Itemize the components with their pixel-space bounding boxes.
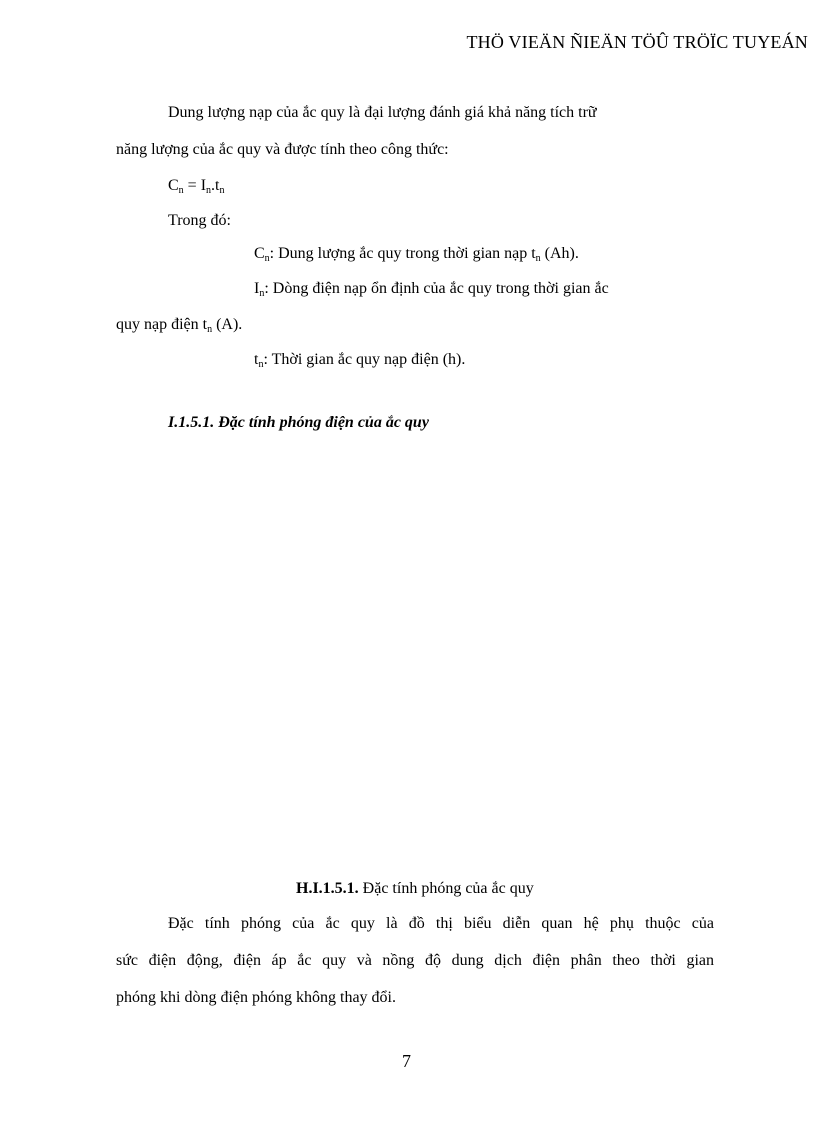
running-header: THÖ VIEÄN ÑIEÄN TÖÛ TRÖÏC TUYEÁN [466,32,808,52]
definition-tn [254,350,465,370]
def-tail: (Ah). [540,245,579,262]
where-label: Trong đó: [168,212,231,229]
def-sub: n [207,324,213,335]
body-line-2: sức điện động, điện áp ắc quy và nồng độ dung dịch điện phân theo thời gian [116,952,714,969]
definition-in-cont [116,315,242,335]
def-text: quy nạp điện t [116,316,208,333]
formula-sub: n [178,185,184,196]
def-symbol: I [254,280,260,297]
formula-eq: = I [183,177,207,194]
formula-sub: n [206,185,212,196]
definition-cn [254,244,579,264]
def-sub: n [535,253,541,264]
figure-caption [296,880,534,898]
figure-label: H.I.1.5.1. [296,880,359,897]
formula-c: C [168,177,179,194]
def-sub: n [258,359,264,370]
def-sub: n [264,253,270,264]
formula-dot: .t [211,177,220,194]
definition-in [254,279,609,299]
formula-sub: n [219,185,225,196]
def-text: : Dung lượng ắc quy trong thời gian nạp t [269,245,536,262]
section-heading: I.1.5.1. Đặc tính phóng điện của ắc quy [168,414,429,431]
def-symbol: t [254,351,259,368]
intro-line-2: năng lượng của ắc quy và được tính theo công thức: [116,141,449,158]
body-line-1: Đặc tính phóng của ắc quy là đồ thị biểu diễn quan hệ phụ thuộc của [168,915,714,932]
def-text: : Thời gian ắc quy nạp điện (h). [263,351,466,368]
page-number: 7 [402,1051,411,1071]
def-symbol: C [254,245,265,262]
intro-line-1: Dung lượng nạp của ắc quy là đại lượng đánh giá khả năng tích trữ [168,104,597,121]
formula [168,176,224,196]
def-tail: (A). [212,316,243,333]
def-sub: n [259,288,265,299]
body-line-3: phóng khi dòng điện phóng không thay đổi. [116,989,396,1006]
def-text: : Dòng điện nạp ổn định của ắc quy trong thời gian ắc [264,280,609,297]
figure-text: Đặc tính phóng của ắc quy [358,880,534,897]
figure-area [116,450,716,860]
